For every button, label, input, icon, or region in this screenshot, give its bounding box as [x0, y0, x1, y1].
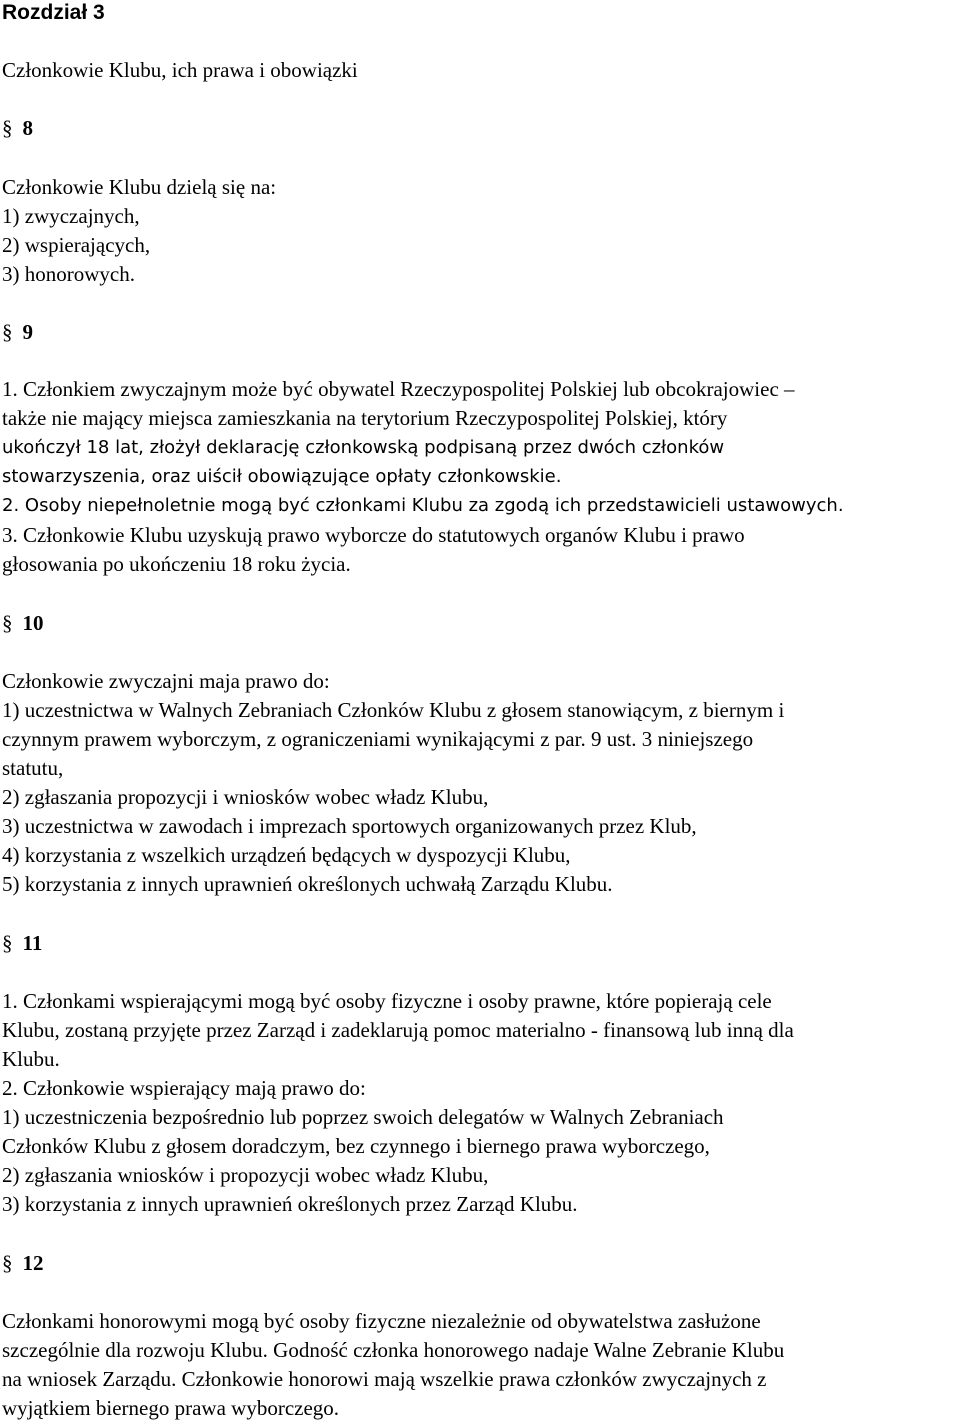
paragraph-line: Członkowie zwyczajni maja prawo do: — [2, 669, 330, 693]
section-number: 9 — [22, 320, 33, 344]
section-heading-9 — [2, 322, 33, 343]
paragraph-line: 3. Członkowie Klubu uzyskują prawo wyborcze do statutowych organów Klubu i prawo — [2, 523, 745, 547]
section-sign: § — [2, 611, 13, 635]
paragraph-line: 2. Osoby niepełnoletnie mogą być członkami Klubu za zgodą ich przedstawicieli ustawowych. — [2, 495, 844, 516]
paragraph-line: 1) zwyczajnych, — [2, 204, 140, 228]
chapter-subtitle: Członkowie Klubu, ich prawa i obowiązki — [2, 58, 358, 82]
section-heading-10 — [2, 613, 44, 634]
paragraph-line: 1. Członkami wspierającymi mogą być osoby fizyczne i osoby prawne, które popierają cele — [2, 989, 772, 1013]
chapter-title: Rozdział 3 — [2, 1, 105, 24]
paragraph-line: wyjątkiem biernego prawa wyborczego. — [2, 1396, 340, 1420]
paragraph-line: 2) zgłaszania propozycji i wniosków wobec władz Klubu, — [2, 785, 489, 809]
paragraph-line: 5) korzystania z innych uprawnień określonych uchwałą Zarządu Klubu. — [2, 872, 613, 896]
paragraph-line: głosowania po ukończeniu 18 roku życia. — [2, 552, 351, 576]
paragraph-line: Klubu. — [2, 1047, 60, 1071]
paragraph-line: 3) honorowych. — [2, 262, 135, 286]
paragraph-line: 1) uczestniczenia bezpośrednio lub poprzez swoich delegatów w Walnych Zebraniach — [2, 1105, 724, 1129]
paragraph-line: Członkami honorowymi mogą być osoby fizyczne niezależnie od obywatelstwa zasłużone — [2, 1309, 761, 1333]
paragraph-line: 2) zgłaszania wniosków i propozycji wobec władz Klubu, — [2, 1163, 489, 1187]
section-number: 8 — [22, 116, 33, 140]
paragraph-line: 3) korzystania z innych uprawnień określonych przez Zarząd Klubu. — [2, 1192, 578, 1216]
paragraph-line: ukończył 18 lat, złożył deklarację członkowską podpisaną przez dwóch członków — [2, 437, 725, 458]
paragraph-line: 1. Członkiem zwyczajnym może być obywatel Rzeczypospolitej Polskiej lub obcokrajowiec – — [2, 377, 795, 401]
paragraph-line: stowarzyszenia, oraz uiścił obowiązujące opłaty członkowskie. — [2, 466, 562, 487]
section-sign: § — [2, 931, 13, 955]
section-number: 12 — [22, 1251, 44, 1275]
paragraph-line: także nie mający miejsca zamieszkania na terytorium Rzeczypospolitej Polskiej, który — [2, 406, 728, 430]
paragraph-line: na wniosek Zarządu. Członkowie honorowi mają wszelkie prawa członków zwyczajnych z — [2, 1367, 767, 1391]
section-heading-11 — [2, 933, 42, 954]
paragraph-line: 1) uczestnictwa w Walnych Zebraniach Członków Klubu z głosem stanowiącym, z biernym i — [2, 698, 785, 722]
section-number: 11 — [22, 931, 43, 955]
paragraph-line: Klubu, zostaną przyjęte przez Zarząd i zadeklarują pomoc materialno - finansową lub inną dla — [2, 1018, 794, 1042]
paragraph-line: szczególnie dla rozwoju Klubu. Godność członka honorowego nadaje Walne Zebranie Klubu — [2, 1338, 785, 1362]
paragraph-line: 2) wspierających, — [2, 233, 151, 257]
section-heading-12 — [2, 1253, 44, 1274]
section-sign: § — [2, 320, 13, 344]
section-heading-8 — [2, 118, 33, 139]
paragraph-line: Członków Klubu z głosem doradczym, bez czynnego i biernego prawa wyborczego, — [2, 1134, 710, 1158]
section-sign: § — [2, 1251, 13, 1275]
paragraph-line: 2. Członkowie wspierający mają prawo do: — [2, 1076, 366, 1100]
paragraph-line: Członkowie Klubu dzielą się na: — [2, 175, 277, 199]
paragraph-line: 4) korzystania z wszelkich urządzeń będących w dyspozycji Klubu, — [2, 843, 571, 867]
paragraph-line: czynnym prawem wyborczym, z ograniczeniami wynikającymi z par. 9 ust. 3 niniejszego — [2, 727, 754, 751]
section-sign: § — [2, 116, 13, 140]
section-number: 10 — [22, 611, 44, 635]
paragraph-line: statutu, — [2, 756, 64, 780]
paragraph-line: 3) uczestnictwa w zawodach i imprezach sportowych organizowanych przez Klub, — [2, 814, 697, 838]
